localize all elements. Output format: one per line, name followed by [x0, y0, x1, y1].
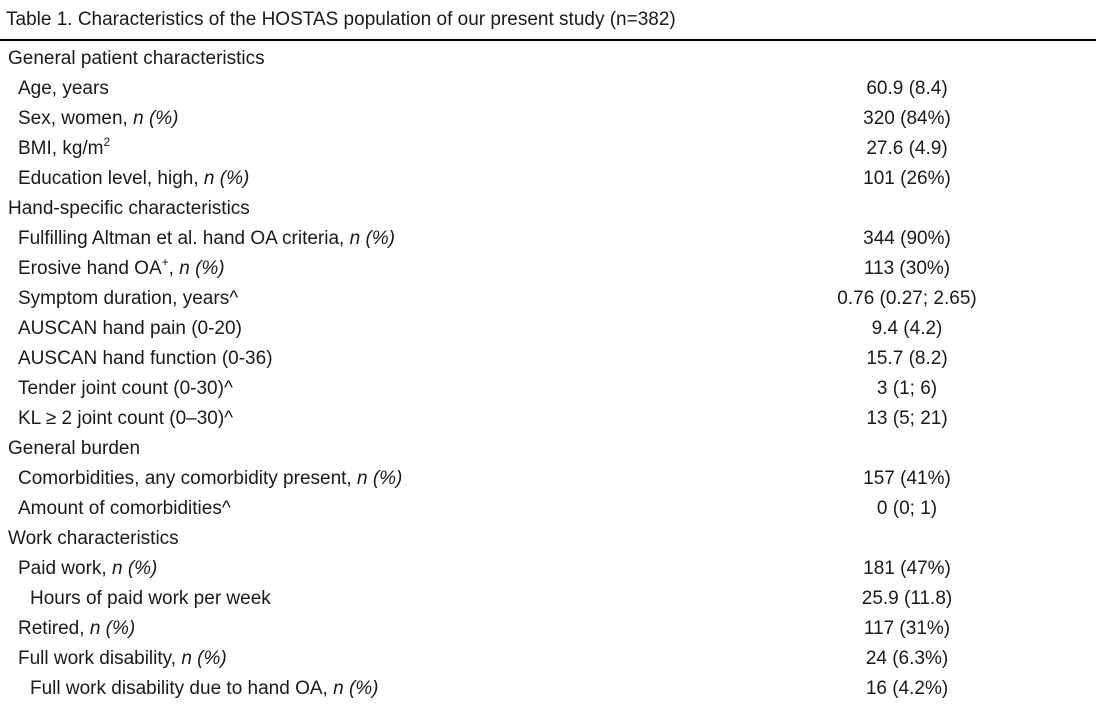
section-header — [0, 524, 1096, 554]
row-label — [30, 584, 271, 614]
row-label-text: KL ≥ 2 joint count (0–30)^ — [18, 408, 234, 429]
table-row — [0, 224, 1096, 254]
row-value: 3 (1; 6) — [876, 378, 938, 399]
row-label-text: Full work disability, — [18, 648, 182, 669]
row-value: 344 (90%) — [863, 228, 951, 249]
row-value: 320 (84%) — [863, 108, 951, 129]
section-title: General patient characteristics — [8, 48, 265, 69]
table-row — [0, 344, 1096, 374]
table-row — [0, 374, 1096, 404]
row-label-text: Tender joint count (0-30)^ — [18, 378, 233, 399]
row-label-unit: n (%) — [349, 228, 396, 249]
row-value: 117 (31%) — [863, 618, 951, 639]
section-header — [0, 194, 1096, 224]
row-label — [18, 74, 109, 104]
table-row — [0, 614, 1096, 644]
row-label-text: Hours of paid work per week — [30, 588, 271, 609]
row-value: 101 (26%) — [863, 168, 951, 189]
row-label — [18, 554, 157, 584]
row-label-text: Retired, — [18, 618, 90, 639]
row-label — [18, 314, 242, 344]
table-row — [0, 674, 1096, 704]
row-label-text: AUSCAN hand pain (0-20) — [18, 318, 242, 339]
row-label-unit: n (%) — [111, 558, 158, 579]
table-top-rule — [0, 39, 1096, 41]
row-label-text: Comorbidities, any comorbidity present, — [18, 468, 357, 489]
table-caption: Table 1. Characteristics of the HOSTAS population of our present study (n=382) — [6, 9, 676, 30]
row-label-text: Erosive hand OA — [18, 258, 162, 279]
row-label-unit: n (%) — [179, 258, 225, 279]
row-label — [18, 374, 233, 404]
row-label-text: Amount of comorbidities^ — [18, 498, 231, 519]
row-value: 27.6 (4.9) — [866, 138, 948, 159]
row-value: 113 (30%) — [863, 258, 951, 279]
table-row — [0, 404, 1096, 434]
row-label-text: AUSCAN hand function (0-36) — [18, 348, 273, 369]
row-label-text: Fulfilling Altman et al. hand OA criteria, — [18, 228, 350, 249]
row-label — [18, 404, 233, 434]
section-header — [0, 44, 1096, 74]
row-label-superscript: 2 — [103, 135, 111, 149]
row-label-text: Age, years — [18, 78, 109, 99]
row-label-text: Sex, women, — [18, 108, 134, 129]
row-label-unit: n (%) — [89, 618, 136, 639]
section-header — [0, 434, 1096, 464]
row-label — [18, 224, 395, 254]
row-label — [18, 614, 135, 644]
row-label-unit: n (%) — [333, 678, 379, 699]
table-row — [0, 554, 1096, 584]
row-label — [18, 494, 231, 524]
row-value: 15.7 (8.2) — [866, 348, 948, 369]
table-row — [0, 584, 1096, 614]
row-label — [18, 344, 273, 374]
row-value: 0.76 (0.27; 2.65) — [837, 288, 977, 309]
row-label — [18, 254, 225, 284]
row-label-unit: n (%) — [203, 168, 250, 189]
table-row — [0, 314, 1096, 344]
row-label — [18, 104, 179, 134]
table-row — [0, 284, 1096, 314]
row-value: 0 (0; 1) — [876, 498, 938, 519]
row-label-superscript: + — [161, 255, 169, 269]
table-row — [0, 134, 1096, 164]
row-value: 13 (5; 21) — [866, 408, 948, 429]
row-label-unit: n (%) — [356, 468, 403, 489]
row-label-text: Education level, high, — [18, 168, 204, 189]
row-label-text: Symptom duration, years^ — [18, 288, 239, 309]
row-label-tail: , — [168, 258, 180, 279]
row-label-unit: n (%) — [181, 648, 227, 669]
row-value: 9.4 (4.2) — [871, 318, 943, 339]
row-value: 157 (41%) — [863, 468, 951, 489]
row-label-text: BMI, kg/m — [18, 138, 104, 159]
section-title: Hand-specific characteristics — [8, 198, 250, 219]
row-label-text: Paid work, — [18, 558, 112, 579]
row-label-unit: n (%) — [133, 108, 179, 129]
section-title: Work characteristics — [8, 528, 179, 549]
table-row — [0, 644, 1096, 674]
table-row — [0, 464, 1096, 494]
table-row — [0, 254, 1096, 284]
table-row — [0, 104, 1096, 134]
row-label — [18, 464, 402, 494]
row-label — [18, 164, 249, 194]
row-label — [18, 284, 238, 314]
row-value: 16 (4.2%) — [865, 678, 949, 699]
row-value: 60.9 (8.4) — [866, 78, 948, 99]
table-row — [0, 494, 1096, 524]
row-value: 181 (47%) — [863, 558, 951, 579]
row-value: 25.9 (11.8) — [861, 588, 953, 609]
section-title: General burden — [8, 438, 141, 459]
table-row — [0, 164, 1096, 194]
table-row — [0, 74, 1096, 104]
table-body — [0, 44, 1096, 704]
row-label-text: Full work disability due to hand OA, — [30, 678, 334, 699]
row-label — [18, 134, 110, 164]
row-label — [18, 644, 227, 674]
row-label — [30, 674, 379, 704]
row-value: 24 (6.3%) — [865, 648, 949, 669]
